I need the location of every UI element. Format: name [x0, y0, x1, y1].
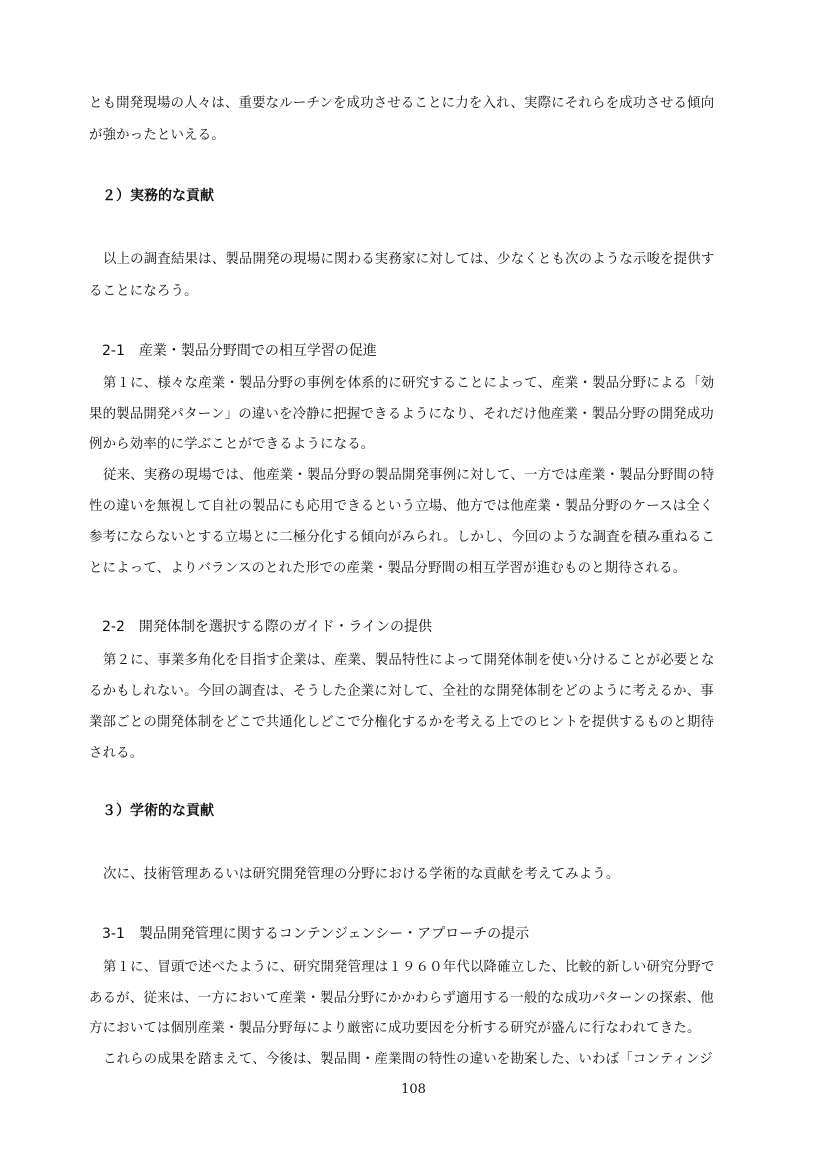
subsection-2-2-p1-line-3: 業部ごとの開発体制をどこで共通化しどこで分権化するかを考える上でのヒントを提供するものと期待 — [89, 715, 715, 730]
intro-line-2: が強かったといえる。 — [89, 128, 225, 143]
subsection-2-1-heading: 2-1 産業・製品分野間での相互学習の促進 — [102, 343, 377, 359]
section-2-paragraph-line-2: ることになろう。 — [89, 284, 198, 299]
intro-line-1: とも開発現場の人々は、重要なルーチンを成功させることに力を入れ、実際にそれらを成功させる傾向 — [89, 96, 715, 111]
subsection-2-1-p2-line-4: とによって、よりバランスのとれた形での産業・製品分野間の相互学習が進むものと期待される。 — [89, 561, 687, 576]
subsection-2-2-p1-line-1: 第２に、事業多角化を目指す企業は、産業、製品特性によって開発体制を使い分けることが必要とな — [103, 653, 715, 668]
subsection-2-2-p1-line-2: るかもしれない。今回の調査は、そうした企業に対して、全社的な開発体制をどのように考えるか、事 — [89, 684, 714, 699]
subsection-3-1-p1-line-2: あるが、従来は、一方において産業・製品分野にかかわらず適用する一般的な成功パターンの探索、他 — [89, 991, 714, 1006]
subsection-3-1-p1-line-1: 第１に、冒頭で述べたように、研究開発管理は１９６０年代以降確立した、比較的新しい研究分野で — [103, 960, 715, 975]
section-2-paragraph-line-1: 以上の調査結果は、製品開発の現場に関わる実務家に対しては、少なくとも次のような示唆を提供す — [103, 252, 715, 267]
subsection-3-1-p2-line-1: これらの成果を踏まえて、今後は、製品間・産業間の特性の違いを勘案した、いわば「コンティンジ — [103, 1052, 713, 1067]
subsection-3-1-p1-line-3: 方においては個別産業・製品分野毎により厳密に成功要因を分析する研究が盛んに行なわれてきた。 — [89, 1021, 701, 1036]
subsection-2-2-p1-line-4: される。 — [89, 746, 144, 761]
section-3-paragraph-line-1: 次に、技術管理あるいは研究開発管理の分野における学術的な貢献を考えてみよう。 — [103, 867, 620, 882]
subsection-2-2-heading: 2-2 開発体制を選択する際のガイド・ラインの提供 — [102, 619, 433, 635]
subsection-2-1-p2-line-1: 従来、実務の現場では、他産業・製品分野の製品開発事例に対して、一方では産業・製品分野間の特 — [103, 468, 715, 483]
subsection-2-1-p2-line-2: 性の違いを無視して自社の製品にも応用できるという立場、他方では他産業・製品分野のケースは全く — [89, 499, 714, 514]
subsection-3-1-heading: 3-1 製品開発管理に関するコンテンジェンシー・アプローチの提示 — [102, 926, 530, 942]
subsection-2-1-p2-line-3: 参考にならないとする立場とに二極分化する傾向がみられ。しかし、今回のような調査を積み重ねるこ — [89, 530, 715, 545]
subsection-2-1-p1-line-3: 例から効率的に学ぶことができるようになる。 — [89, 437, 375, 452]
section-3-heading: ３）学術的な貢献 — [102, 803, 214, 819]
subsection-2-1-p1-line-1: 第１に、様々な産業・製品分野の事例を体系的に研究することによって、産業・製品分野による「効 — [103, 376, 715, 391]
page-number: 108 — [401, 1082, 426, 1097]
subsection-2-1-p1-line-2: 果的製品開発パターン」の違いを冷静に把握できるようになり、それだけ他産業・製品分野の開発成功 — [89, 407, 714, 422]
section-2-heading: ２）実務的な貢献 — [102, 188, 214, 204]
